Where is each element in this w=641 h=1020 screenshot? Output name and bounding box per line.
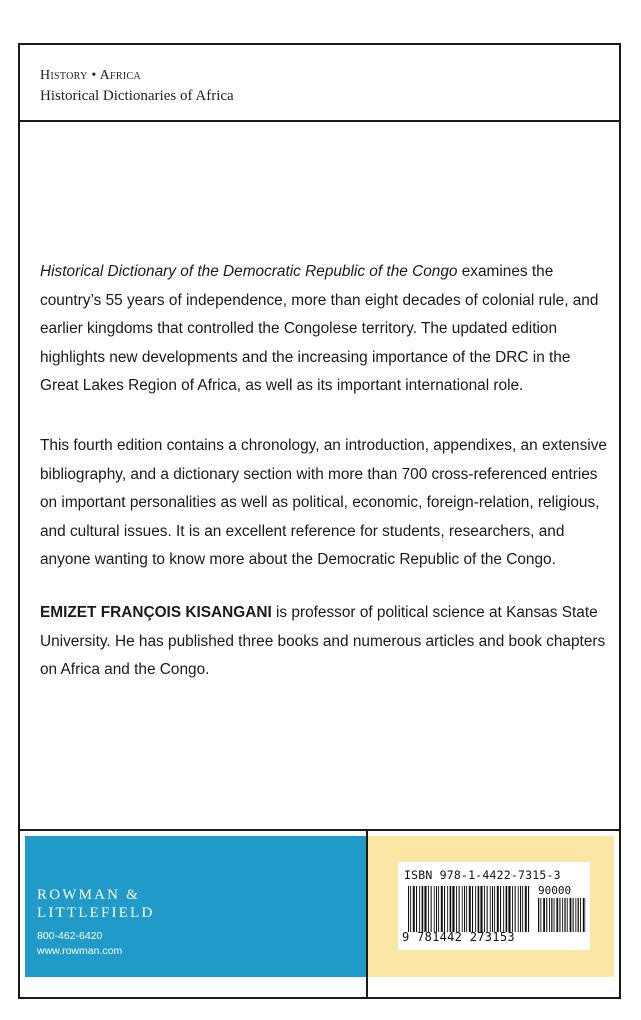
series-title: Historical Dictionaries of Africa: [40, 88, 234, 104]
back-cover-frame: [18, 43, 621, 999]
book-title: Historical Dictionary of the Democratic Republic of the Congo: [40, 263, 458, 280]
barcode-addon-bars: [538, 898, 586, 932]
isbn-label: ISBN 978-1-4422-7315-3: [404, 868, 561, 882]
description-text-1: examines the country’s 55 years of independence, more than eight decades of colonial rule, and earlier kingdoms that controlled the Congolese territory. The updated edition highlights new developments and the increasing importance of the DRC in the Great Lakes Region of Africa, as well as its important international role.: [40, 263, 599, 394]
author-name: EMIZET FRANÇOIS KISANGANI: [40, 604, 272, 621]
publisher-phone: 800-462-6420: [37, 930, 103, 942]
publisher-logo: ROWMAN & LITTLEFIELD: [37, 887, 155, 921]
cover-header: [20, 45, 619, 122]
barcode-digits: 9 781442 273153: [402, 930, 515, 944]
category-label: History • Africa: [40, 68, 141, 83]
cover-footer: [20, 829, 619, 997]
barcode-panel: [368, 836, 614, 977]
barcode-main-bars: [408, 886, 530, 932]
author-bio: is professor of political science at Kansas State University. He has published three books and numerous articles and book chapters on Africa and the Congo.: [40, 604, 606, 678]
author-paragraph: [40, 599, 608, 685]
publisher-panel: [25, 836, 366, 977]
barcode: [398, 862, 590, 950]
barcode-addon-digits: 90000: [538, 884, 572, 897]
description-paragraph-2: This fourth edition contains a chronology, an introduction, appendixes, an extensive bibliography, and a dictionary section with more than 700 cross-referenced entries on important personalities as well as political, economic, foreign-relation, religious, and cultural issues. It is an excellent reference for students, researchers, and anyone wanting to know more about the Democratic Republic of the Congo.: [40, 437, 607, 568]
publisher-website: www.rowman.com: [37, 945, 123, 957]
description-paragraph-1: [40, 258, 608, 401]
